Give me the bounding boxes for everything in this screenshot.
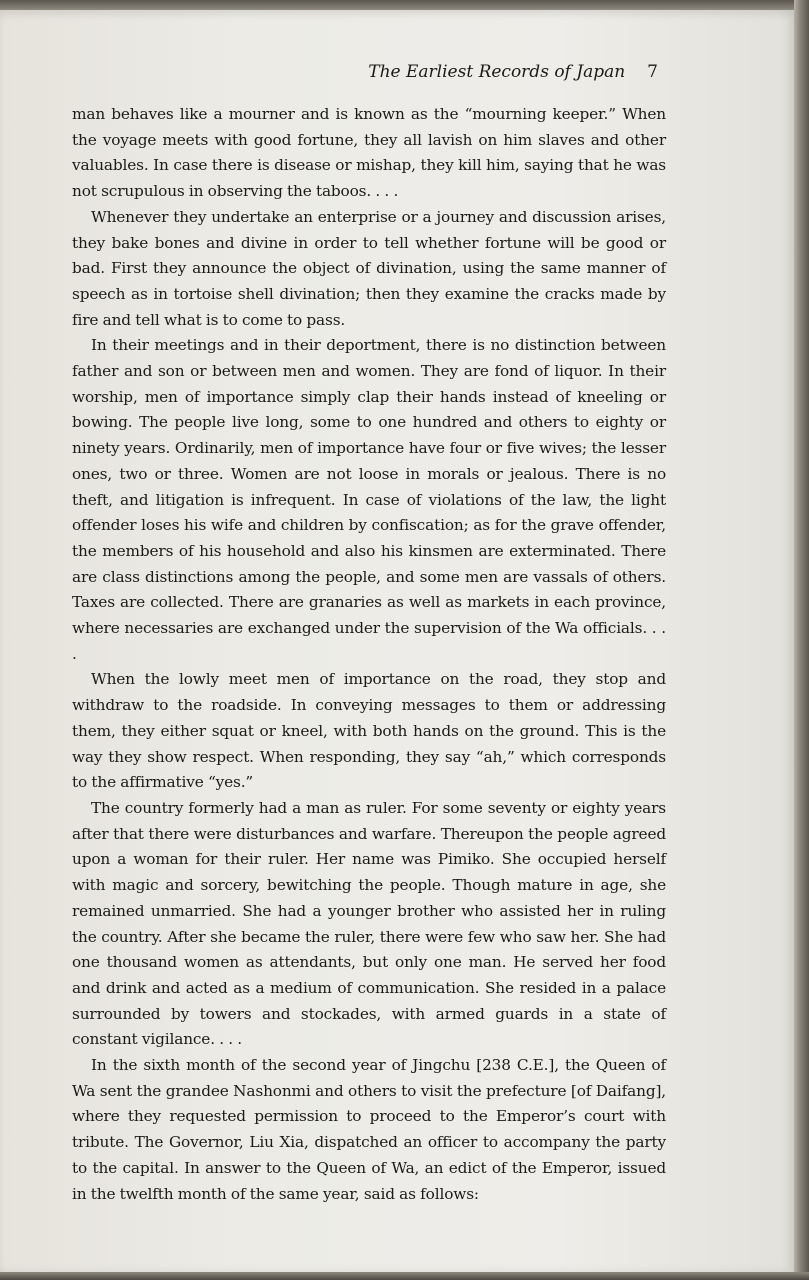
page-bottom-edge <box>0 1272 809 1280</box>
paragraph: Whenever they undertake an enterprise or a journey and discussion arises, they bake bones and divine in order to tell whether fortune will be good or bad. First they announce the object of divination, using the same manner of speech as in tortoise shell divination; then they examine the cracks made by fire and tell what is to come to pass. <box>72 207 666 329</box>
paragraph: In their meetings and in their deportment, there is no distinction between father and son or between men and women. They are fond of liquor. In their worship, men of importance simply clap their hands instead of kneeling or bowing. The people live long, some to one hundred and others to eighty or ninety years. Ordinarily, men of importance have four or five wives; the lesser ones, two or three. Women are not loose in morals or jealous. There is no theft, and litigation is infrequent. In case of violations of the law, the light offender loses his wife and children by confiscation; as for the grave offender, the members of his household and also his kinsmen are exterminated. There are class distinctions among the people, and some men are vassals of others. Taxes are collected. There are granaries as well as markets in each province, where necessaries are exchanged under the supervision of the Wa officials. . . . <box>72 336 666 663</box>
paragraph: The country formerly had a man as ruler. For some seventy or eighty years after that there were disturbances and warfare. Thereupon the people agreed upon a woman for their ruler. Her name was Pimiko. She occupied herself with magic and sorcery, bewitching the people. Though mature in age, she remained unmarried. She had a younger brother who assisted her in ruling the country. After she became the ruler, there were few who saw her. She had one thousand women as attendants, but only one man. He served her food and drink and acted as a medium of communication. She resided in a palace surrounded by towers and stockades, with armed guards in a state of constant vigilance. . . . <box>72 798 666 1049</box>
running-head <box>300 62 658 82</box>
running-head-title: The Earliest Records of Japan <box>368 62 626 82</box>
body-text <box>72 102 666 1207</box>
page-right-edge <box>794 0 809 1280</box>
page-top-edge <box>0 0 809 10</box>
paragraph: man behaves like a mourner and is known as the “mourning keeper.” When the voyage meets with good fortune, they all lavish on him slaves and other valuables. In case there is disease or mishap, they kill him, saying that he was not scrupulous in observing the taboos. . . . <box>72 105 666 201</box>
paragraph: In the sixth month of the second year of Jingchu [238 C.E.], the Queen of Wa sent the grandee Nashonmi and others to visit the prefecture [of Daifang], where they requested permission to proceed to the Emperor’s court with tribute. The Governor, Liu Xia, dispatched an officer to accompany the party to the capital. In answer to the Queen of Wa, an edict of the Emperor, issued in the twelfth month of the same year, said as follows: <box>72 1056 666 1203</box>
page-number: 7 <box>647 62 658 82</box>
paragraph: When the lowly meet men of importance on the road, they stop and withdraw to the roadside. In conveying messages to them or addressing them, they either squat or kneel, with both hands on the ground. This is the way they show respect. When responding, they say “ah,” which corresponds to the affirmative “yes.” <box>72 670 666 792</box>
book-page <box>0 10 794 1272</box>
